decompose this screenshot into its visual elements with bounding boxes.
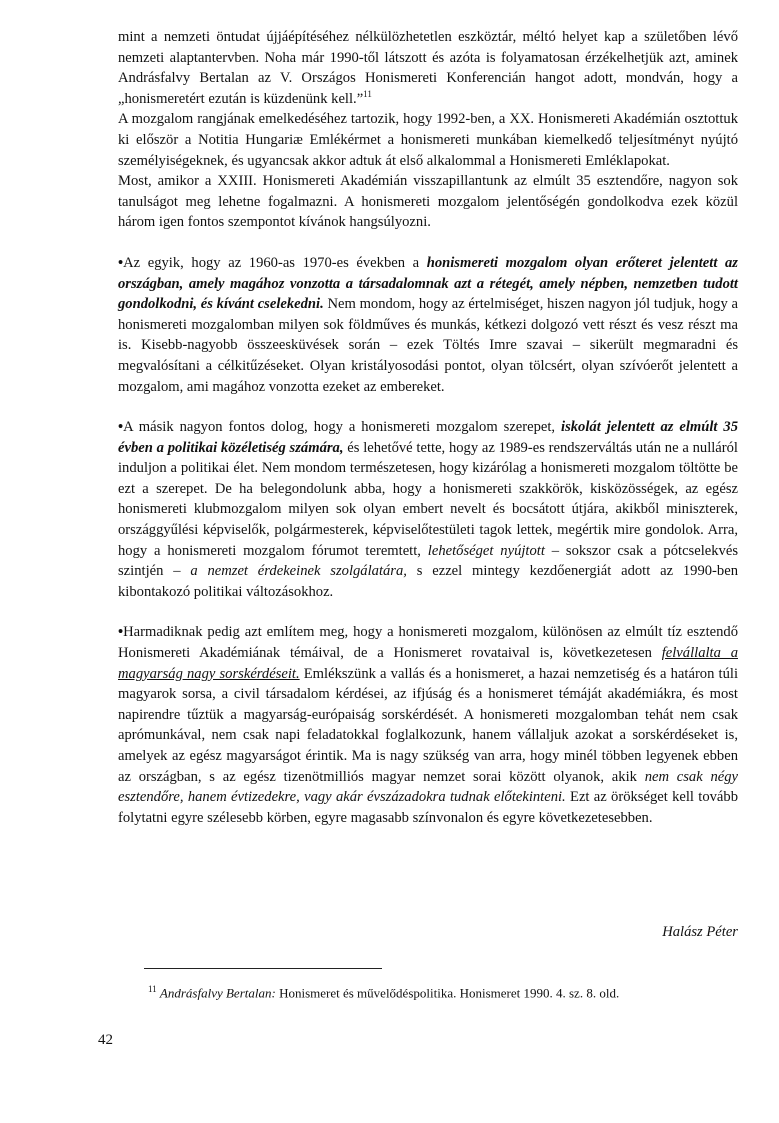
emphasis-text: iskolát jelentett az elmúlt 35 évben a politikai közéletiség számára, — [118, 419, 739, 456]
footnote-text: Honismeret és művelődéspolitika. Honismeret 1990. 4. sz. 8. old. — [275, 985, 620, 1001]
bullet-icon: • — [118, 254, 124, 271]
bullet-icon: • — [118, 419, 124, 436]
bullet-paragraph-3 — [118, 622, 738, 828]
emphasis-text: felvállalta a magyarság nagy sorskérdéseit. — [118, 645, 738, 682]
footnote-reference[interactable]: 11 — [363, 88, 372, 99]
text-segment: – sokszor csak a pótcselekvés szintjén – — [118, 542, 738, 580]
bullet-paragraph-2 — [118, 417, 738, 602]
text-segment: Ezt az örökséget kell tovább folytatni egyre szélesebb körben, egyre magasabb színvonalon és egyre következetesebben. — [118, 789, 739, 826]
footnote — [148, 980, 738, 1002]
emphasis-text: honismereti mozgalom olyan erőteret jelentett az országban, amely magához vonzotta a társadalomnak azt a rétegét, amely népben, nemzetben tudott gondolkodni, és kívánt cselekedni. — [118, 254, 738, 313]
text-segment: s ezzel mintegy kezdőenergiát adott az 1990-ben kibontakozó politikai változásokhoz. — [118, 563, 738, 600]
paragraph — [118, 27, 738, 109]
text-segment: Emlékszünk a vallás és a honismeret, a hazai nemzetiség és a határon túli magyarok sorsa, a civil társadalom kérdései, az ifjúság és a honismeret témáját akadémiákra, és most napirendre tűztük a magyarság-európaiság sorskérdését. A honismereti mozgalomban tehát nem csak aprómunkával, nem csak napi feladatokkal foglalkozunk, hanem vállaljuk azokat a sorskérdéseket is, amelyek az egész magyarságot érintik. Ma is nagy szükség van arra, hogy minél többen legyenek ebben az országban, s az egész tizenötmilliós magyar nemzet sorai között olyanok, akik — [118, 665, 738, 785]
emphasis-text: a nemzet érdekeinek szolgálatára, — [190, 563, 407, 580]
page-number: 42 — [98, 1032, 113, 1048]
text-segment: Nem mondom, hogy az értelmiséget, hiszen nagyon jól tudjuk, hogy a honismereti mozgalomban milyen sok földműves és munkás, kétkezi dolgozó vett részt és vesz részt ma is. Kisebb-nagyobb összeesküvések során – ezek Töltés Imre szavai – sikerült megmaradni és megvalósítani a célkitűzéseket. Olyan kristályosodási pontot, olyan tölcsért, olyan szívóerőt jelentett a mozgalom, ami magához vonzotta ezeket az embereket. — [118, 296, 738, 395]
paragraph: A mozgalom rangjának emelkedéséhez tartozik, hogy 1992-ben, a XX. Honismereti Akadémián osztottuk ki először a Notitia Hungariæ Emlékérmet a honismereti munkában kiemelkedő teljesítményt nyújtó személyiségeknek, és ugyancsak akkor adtuk át első alkalommal a Honismereti Emléklapokat. — [118, 111, 738, 169]
author-signature: Halász Péter — [662, 924, 738, 940]
footnote-number: 11 — [148, 984, 157, 994]
footnote-author: Andrásfalvy Bertalan: — [159, 985, 276, 1001]
body-text — [118, 27, 738, 828]
bullet-paragraph-1 — [118, 253, 738, 397]
text-segment: és lehetővé tette, hogy az 1989-es rendszerváltás után ne a nulláról induljon a politikai élet. Nem mondom természetesen, hogy kizárólag a honismereti mozgalom töltötte be ezt a szerepet. De ha belegondolunk abba, hogy a honismereti szakkörök, kisközösségek, az egész honismereti klubmozgalom milyen sok olyan embert nevelt és bocsátott útjára, akikből miniszterek, országgyűlési képviselők, polgármesterek, képviselőtestületi tagok lettek, megértik mire gondolok. Arra, hogy a honismereti mozgalom fórumot teremtett, — [118, 439, 738, 559]
text-segment: Harmadiknak pedig azt említem meg, hogy a honismereti mozgalom, különösen az elmúlt tíz esztendő Honismereti Akadémiának témáival, de a Honismeret rovataival is, következetesen — [118, 624, 738, 662]
text-segment: A másik nagyon fontos dolog, hogy a honismereti mozgalom szerepet, — [123, 419, 562, 436]
emphasis-text: lehetőséget nyújtott — [427, 542, 545, 559]
footnote-divider — [144, 968, 382, 969]
emphasis-text: nem csak négy esztendőre, hanem évtizedekre, vagy akár évszázadokra tudnak előtekinteni. — [118, 768, 738, 806]
text-segment: Az egyik, hogy az 1960-as 1970-es években a — [123, 254, 427, 271]
bullet-icon: • — [118, 624, 124, 641]
paragraph-text: mint a nemzeti öntudat újjáépítéséhez nélkülözhetetlen eszköztár, méltó helyet kap a születőben lévő nemzeti alaptantervben. Noha már 1990-től látszott és azóta is folyamatosan érzékelhetjük azt, aminek Andrásfalvy Bertalan az V. Országos Honismereti Konferencián hangot adott, mondván, hogy a „honismeretért ezután is küzdenünk kell.” — [118, 29, 738, 107]
paragraph: Most, amikor a XXIII. Honismereti Akadémián visszapillantunk az elmúlt 35 esztendőre, nagyon sok tanulságot meg lehetne fogalmazni. A honismereti mozgalom jelentőségén gondolkodva ezek közül három igen fontos szempontot kívánok hangsúlyozni. — [118, 173, 738, 231]
